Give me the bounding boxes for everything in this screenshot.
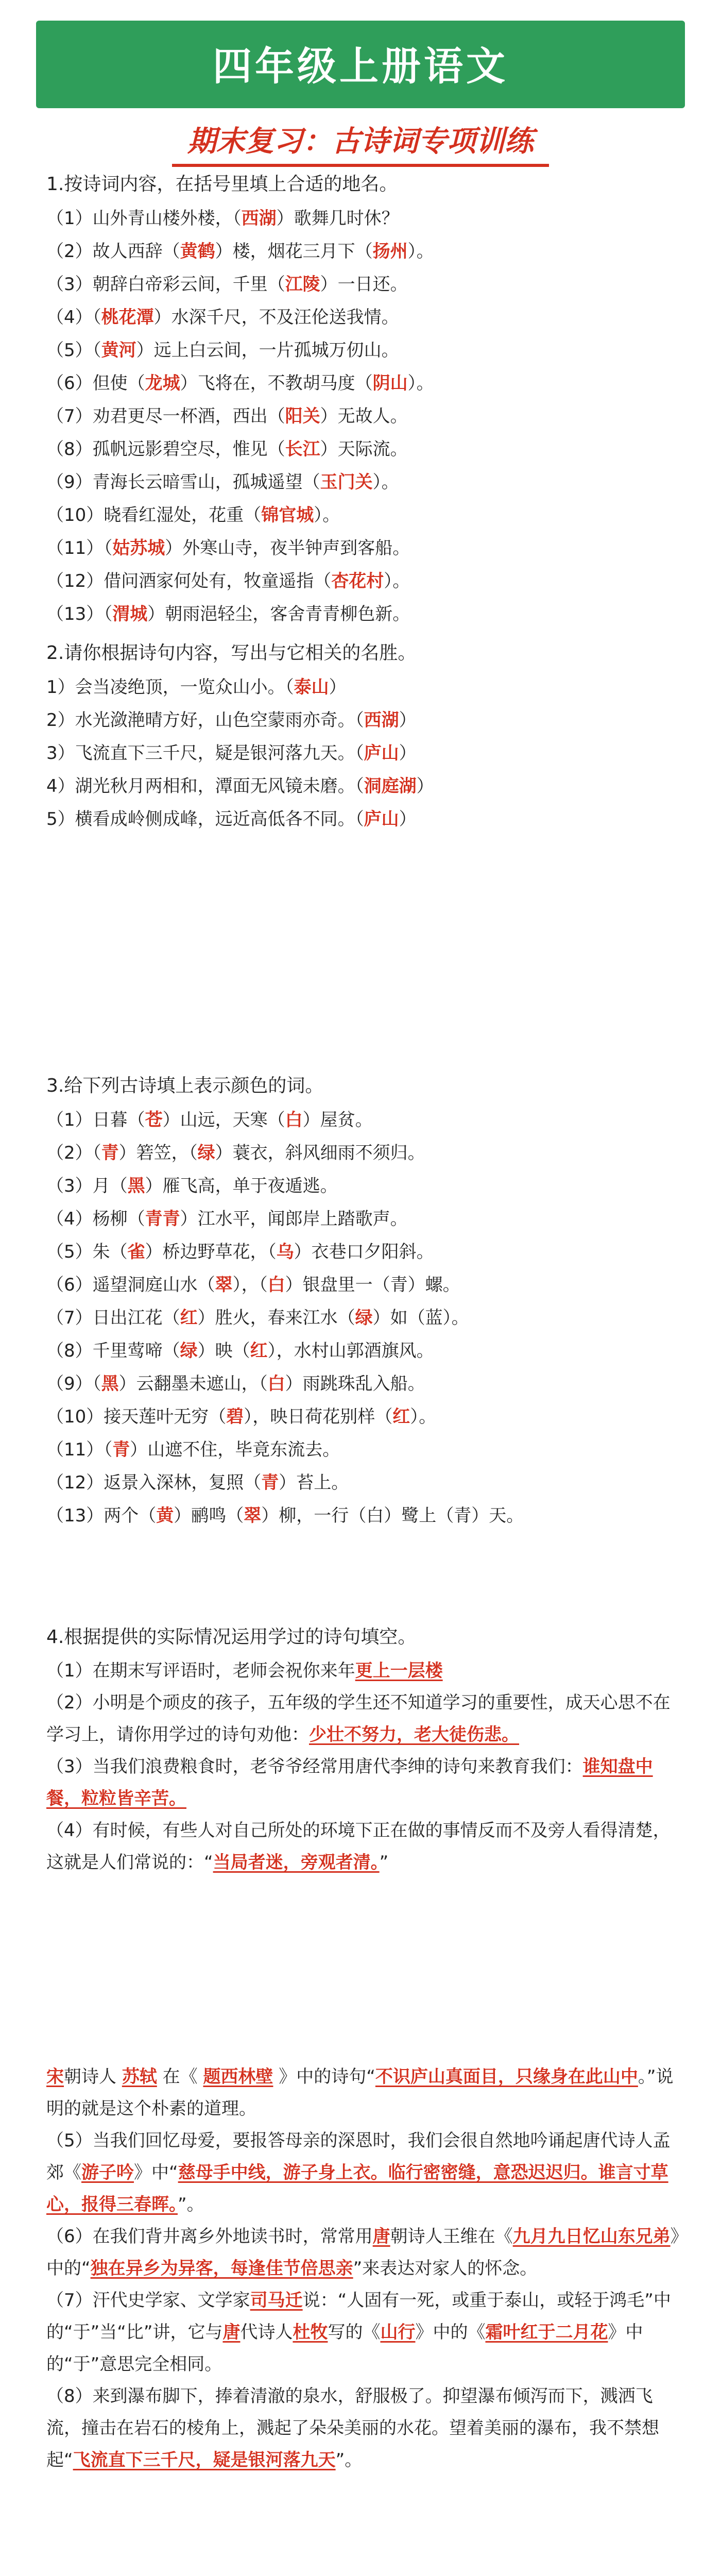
s3-text: 朱（ [92, 1242, 128, 1262]
s3-text: （ [104, 1439, 113, 1460]
s3-text: 返景入深林，复照（ [104, 1472, 262, 1493]
s1-number: （5） [46, 340, 93, 361]
s3-answer: 苍 [145, 1110, 163, 1130]
s1-item [46, 466, 680, 499]
s1-text: ）外寒山寺，夜半钟声到客船。 [165, 538, 410, 558]
s1-answer: 龙城 [145, 373, 180, 394]
s3-text: ）屋贫。 [302, 1110, 373, 1130]
s3-text: （ [92, 1143, 101, 1163]
s1-item [46, 235, 680, 268]
s1-item [46, 334, 680, 367]
s4-item-2: （2）小明是个顽皮的孩子，五年级的学生还不知道学习的重要性，成天心思不在学习上，请你用学过的诗句劝他：少壮不努力，老大徒伤悲。 [46, 1692, 671, 1745]
s3-text: （ [92, 1374, 101, 1394]
s3-text: 千里莺啼（ [92, 1341, 180, 1361]
s1-number: （9） [46, 472, 93, 493]
s3-answer: 青 [112, 1439, 130, 1460]
s3-text: ），（ [232, 1275, 268, 1295]
s2-number: 5） [46, 809, 75, 829]
s3-answer: 绿 [197, 1143, 215, 1163]
s3-answer: 青 [261, 1472, 279, 1493]
s4-item-4: （4）有时候，有些人对自己所处的环境下正在做的事情反而不及旁人看得清楚，这就是人们常说的：“当局者迷，旁观者清。” [46, 1820, 671, 1873]
subtitle-wrap [0, 118, 721, 167]
section-4-cont [46, 2061, 680, 2476]
s1-number: （12） [46, 571, 104, 591]
s1-text: ）朝雨浥轻尘，客舍青青柳色新。 [147, 604, 410, 624]
section-1-title: 1.按诗词内容，在括号里填上合适的地名。 [46, 174, 398, 195]
s2-text: ） [416, 776, 434, 796]
s1-text: ）歌舞几时休？ [276, 208, 399, 229]
s3-text: 日暮（ [92, 1110, 145, 1130]
s3-answer: 红 [180, 1308, 198, 1328]
s3-number: （6） [46, 1275, 93, 1295]
s1-number: （13） [46, 604, 104, 624]
s1-answer: 扬州 [372, 241, 408, 262]
s3-text: ）如（蓝）。 [372, 1308, 469, 1328]
s3-number: （3） [46, 1176, 93, 1196]
s2-answer: 洞庭湖 [364, 776, 417, 796]
s3-item [46, 1301, 680, 1334]
s4-item-song: 宋朝诗人 苏轼 在《 题西林壁 》中的诗句“不识庐山真面目，只缘身在此山中。”说明的就是这个朴素的道理。 [46, 2066, 674, 2119]
s1-answer: 渭城 [112, 604, 148, 624]
section-2 [46, 639, 680, 836]
s1-text: 劝君更尽一杯酒，西出（ [92, 406, 285, 427]
page-subtitle: 期末复习：古诗词专项训练 [172, 118, 549, 167]
s2-item [46, 704, 680, 737]
s3-item [46, 1334, 680, 1367]
s2-number: 3） [46, 743, 75, 764]
section-2-list [46, 671, 680, 836]
s3-text: ）云翻墨未遮山，（ [118, 1374, 268, 1394]
s1-text: 晓看红湿处，花重（ [104, 505, 262, 526]
s3-text: ）雁飞高，单于夜遁逃。 [145, 1176, 338, 1196]
s1-item [46, 400, 680, 433]
s3-text: 两个（ [104, 1505, 157, 1526]
s3-text: ）银盘里一（青）螺。 [285, 1275, 460, 1295]
s3-text: ）苔上。 [279, 1472, 349, 1493]
s3-text: ）衣巷口夕阳斜。 [294, 1242, 434, 1262]
s2-text: ） [399, 710, 417, 731]
s3-text: ）江水平，闻郎岸上踏歌声。 [180, 1209, 408, 1229]
s3-text: 杨柳（ [92, 1209, 145, 1229]
s1-text: 孤帆远影碧空尽，惟见（ [92, 439, 285, 460]
s1-number: （11） [46, 538, 104, 558]
s1-text: ）天际流。 [320, 439, 408, 460]
s1-text: 朝辞白帝彩云间，千里（ [92, 274, 285, 295]
section-3-list [46, 1104, 680, 1532]
s3-number: （11） [46, 1439, 104, 1460]
s2-text: 会当凌绝顶，一览众山小。（ [75, 677, 294, 698]
s1-number: （4） [46, 307, 93, 328]
s1-number: （8） [46, 439, 93, 460]
s3-number: （9） [46, 1374, 93, 1394]
s3-item [46, 1170, 680, 1202]
s1-answer: 长江 [285, 439, 320, 460]
s3-number: （5） [46, 1242, 93, 1262]
s1-text: 山外青山楼外楼，（ [92, 208, 242, 229]
s1-item [46, 433, 680, 466]
s4-item-1: （1）在期末写评语时，老师会祝你来年更上一层楼 [46, 1660, 443, 1681]
s1-text: ）。 [407, 373, 434, 394]
s1-text: ）。 [407, 241, 434, 262]
s3-item [46, 1499, 680, 1532]
s3-text: ）。 [410, 1406, 437, 1427]
s2-answer: 泰山 [294, 677, 329, 698]
s3-answer: 青 [101, 1143, 119, 1163]
page-title: 四年级上册语文 [213, 43, 508, 89]
s1-text: ）。 [314, 505, 340, 526]
s3-answer: 翠 [244, 1505, 262, 1526]
s1-answer: 阴山 [372, 373, 408, 394]
s2-text: 水光潋滟晴方好，山色空蒙雨亦奇。（ [75, 710, 364, 731]
s1-answer: 江陵 [285, 274, 320, 295]
s2-item [46, 803, 680, 836]
s1-item [46, 268, 680, 301]
s1-answer: 西湖 [241, 208, 277, 229]
s3-text: ）箬笠，（ [118, 1143, 198, 1163]
s3-number: （2） [46, 1143, 93, 1163]
s1-answer: 锦官城 [261, 505, 314, 526]
s1-answer: 玉门关 [320, 472, 373, 493]
s3-text: 日出江花（ [92, 1308, 180, 1328]
header-band [36, 21, 685, 108]
s3-answer: 白 [267, 1275, 285, 1295]
s1-text: ）一日还。 [320, 274, 408, 295]
s3-text: 月（ [92, 1176, 128, 1196]
s1-text: ）。 [384, 571, 410, 591]
s1-item [46, 202, 680, 235]
s1-number: （7） [46, 406, 93, 427]
s3-answer: 黑 [127, 1176, 145, 1196]
s2-text: ） [399, 809, 417, 829]
s3-answer: 翠 [215, 1275, 233, 1295]
s1-number: （6） [46, 373, 93, 394]
section-2-title: 2.请你根据诗句内容，写出与它相关的名胜。 [46, 642, 417, 664]
s3-item [46, 1466, 680, 1499]
s3-text: ）山远，天寒（ [162, 1110, 285, 1130]
s3-number: （12） [46, 1472, 104, 1493]
s4-item-5: （5）当我们回忆母爱，要报答母亲的深恩时，我们会很自然地吟诵起唐代诗人孟郊《游子吟》中“慈母手中线，游子身上衣。临行密密缝，意恐迟迟归。谁言寸草心，报得三春晖。”。 [46, 2130, 671, 2215]
s1-answer: 桃花潭 [101, 307, 154, 328]
s3-answer: 白 [267, 1374, 285, 1394]
s2-answer: 庐山 [364, 743, 399, 764]
s3-number: （10） [46, 1406, 104, 1427]
s3-item [46, 1137, 680, 1170]
section-4-title: 4.根据提供的实际情况运用学过的诗句填空。 [46, 1626, 417, 1648]
s3-answer: 碧 [226, 1406, 244, 1427]
s1-answer: 黄河 [101, 340, 136, 361]
s3-text: ）山遮不住，毕竟东流去。 [130, 1439, 340, 1460]
s2-text: ） [329, 677, 347, 698]
s3-text: ）蓑衣，斜风细雨不须归。 [215, 1143, 425, 1163]
s3-text: ），水村山郭酒旗风。 [267, 1341, 434, 1361]
s1-text: ）楼，烟花三月下（ [215, 241, 373, 262]
s1-answer: 姑苏城 [112, 538, 165, 558]
s1-item [46, 367, 680, 400]
s1-text: 青海长云暗雪山，孤城遥望（ [92, 472, 320, 493]
s3-text: ）桥边野草花，（ [145, 1242, 277, 1262]
s1-text: 借问酒家何处有，牧童遥指（ [104, 571, 332, 591]
section-3 [46, 1072, 680, 1532]
s2-answer: 庐山 [364, 809, 399, 829]
s3-item [46, 1433, 680, 1466]
s1-item [46, 499, 680, 532]
s1-item [46, 598, 680, 631]
s1-text: （ [92, 340, 101, 361]
s1-answer: 阳关 [285, 406, 320, 427]
s4-item-3: （3）当我们浪费粮食时，老爷爷经常用唐代李绅的诗句来教育我们：谁知盘中餐，粒粒皆辛苦。 [46, 1756, 653, 1809]
s1-text: ）。 [372, 472, 399, 493]
s1-number: （3） [46, 274, 93, 295]
s3-text: ）鹂鸣（ [174, 1505, 244, 1526]
s2-number: 1） [46, 677, 75, 698]
section-1 [46, 170, 680, 631]
s3-item [46, 1104, 680, 1137]
s3-number: （8） [46, 1341, 93, 1361]
section-3-title: 3.给下列古诗填上表示颜色的词。 [46, 1075, 324, 1096]
s1-text: （ [104, 604, 113, 624]
s3-answer: 绿 [355, 1308, 373, 1328]
s3-text: ）映（ [197, 1341, 250, 1361]
s4-item-8: （8）来到瀑布脚下，捧着清澈的泉水，舒服极了。抑望瀑布倾泻而下，溅洒飞流，撞击在岩石的棱角上，溅起了朵朵美丽的水花。望着美丽的瀑布，我不禁想起“飞流直下三千尺，疑是银河落九天”。 [46, 2386, 659, 2470]
s1-text: 但使（ [92, 373, 145, 394]
s3-answer: 乌 [276, 1242, 294, 1262]
s2-item [46, 770, 680, 803]
s1-number: （10） [46, 505, 104, 526]
s1-number: （1） [46, 208, 93, 229]
s1-text: ）远上白云间，一片孤城万仞山。 [136, 340, 399, 361]
s2-text: 飞流直下三千尺，疑是银河落九天。（ [75, 743, 364, 764]
s1-text: （ [104, 538, 113, 558]
s3-text: 遥望洞庭山水（ [92, 1275, 215, 1295]
s2-text: 横看成岭侧成峰，远近高低各不同。（ [75, 809, 364, 829]
s3-number: （1） [46, 1110, 93, 1130]
s1-item [46, 532, 680, 565]
s1-text: 故人西辞（ [92, 241, 180, 262]
s3-text: 接天莲叶无穷（ [104, 1406, 227, 1427]
s3-text: ），映日荷花别样（ [244, 1406, 393, 1427]
s4-item-7: （7）汗代史学家、文学家司马迁说：“人固有一死，或重于泰山，或轻于鸿毛”中的“于”当“比”讲，它与唐代诗人杜牧写的《山行》中的《霜叶红于二月花》中的“于”意思完全相同。 [46, 2290, 671, 2375]
s2-number: 2） [46, 710, 75, 731]
s2-number: 4） [46, 776, 75, 796]
s1-text: （ [92, 307, 101, 328]
s3-answer: 白 [285, 1110, 303, 1130]
s2-item [46, 671, 680, 704]
s1-text: ）无故人。 [320, 406, 408, 427]
s3-number: （13） [46, 1505, 104, 1526]
s3-item [46, 1400, 680, 1433]
s3-item [46, 1202, 680, 1235]
s3-item [46, 1367, 680, 1400]
s1-item [46, 565, 680, 598]
s1-text: ）水深千尺，不及汪伦送我情。 [153, 307, 399, 328]
s3-item [46, 1268, 680, 1301]
s3-item [46, 1235, 680, 1268]
s2-text: 湖光秋月两相和，潭面无风镜未磨。（ [75, 776, 364, 796]
s3-answer: 青青 [145, 1209, 180, 1229]
s3-answer: 红 [392, 1406, 410, 1427]
s1-text: ）飞将在，不教胡马度（ [180, 373, 373, 394]
s3-number: （4） [46, 1209, 93, 1229]
section-1-list [46, 202, 680, 631]
s4-item-6: （6）在我们背井离乡外地读书时，常常用唐朝诗人王维在《九月九日忆山东兄弟》中的“独在异乡为异客，每逢佳节倍思亲”来表达对家人的怀念。 [46, 2226, 679, 2279]
s3-answer: 雀 [127, 1242, 145, 1262]
s2-answer: 西湖 [364, 710, 399, 731]
section-4 [46, 1623, 680, 1878]
s3-text: ）柳，一行（白）鹭上（青）天。 [261, 1505, 524, 1526]
s3-answer: 黄 [156, 1505, 174, 1526]
s1-item [46, 301, 680, 334]
s1-answer: 黄鹤 [180, 241, 215, 262]
s3-answer: 红 [250, 1341, 268, 1361]
s2-text: ） [399, 743, 417, 764]
s1-number: （2） [46, 241, 93, 262]
s3-answer: 黑 [101, 1374, 119, 1394]
s3-text: ）胜火，春来江水（ [197, 1308, 355, 1328]
s3-answer: 绿 [180, 1341, 198, 1361]
s3-text: ）雨跳珠乱入船。 [285, 1374, 425, 1394]
s2-item [46, 737, 680, 770]
s1-answer: 杏花村 [331, 571, 384, 591]
s3-number: （7） [46, 1308, 93, 1328]
